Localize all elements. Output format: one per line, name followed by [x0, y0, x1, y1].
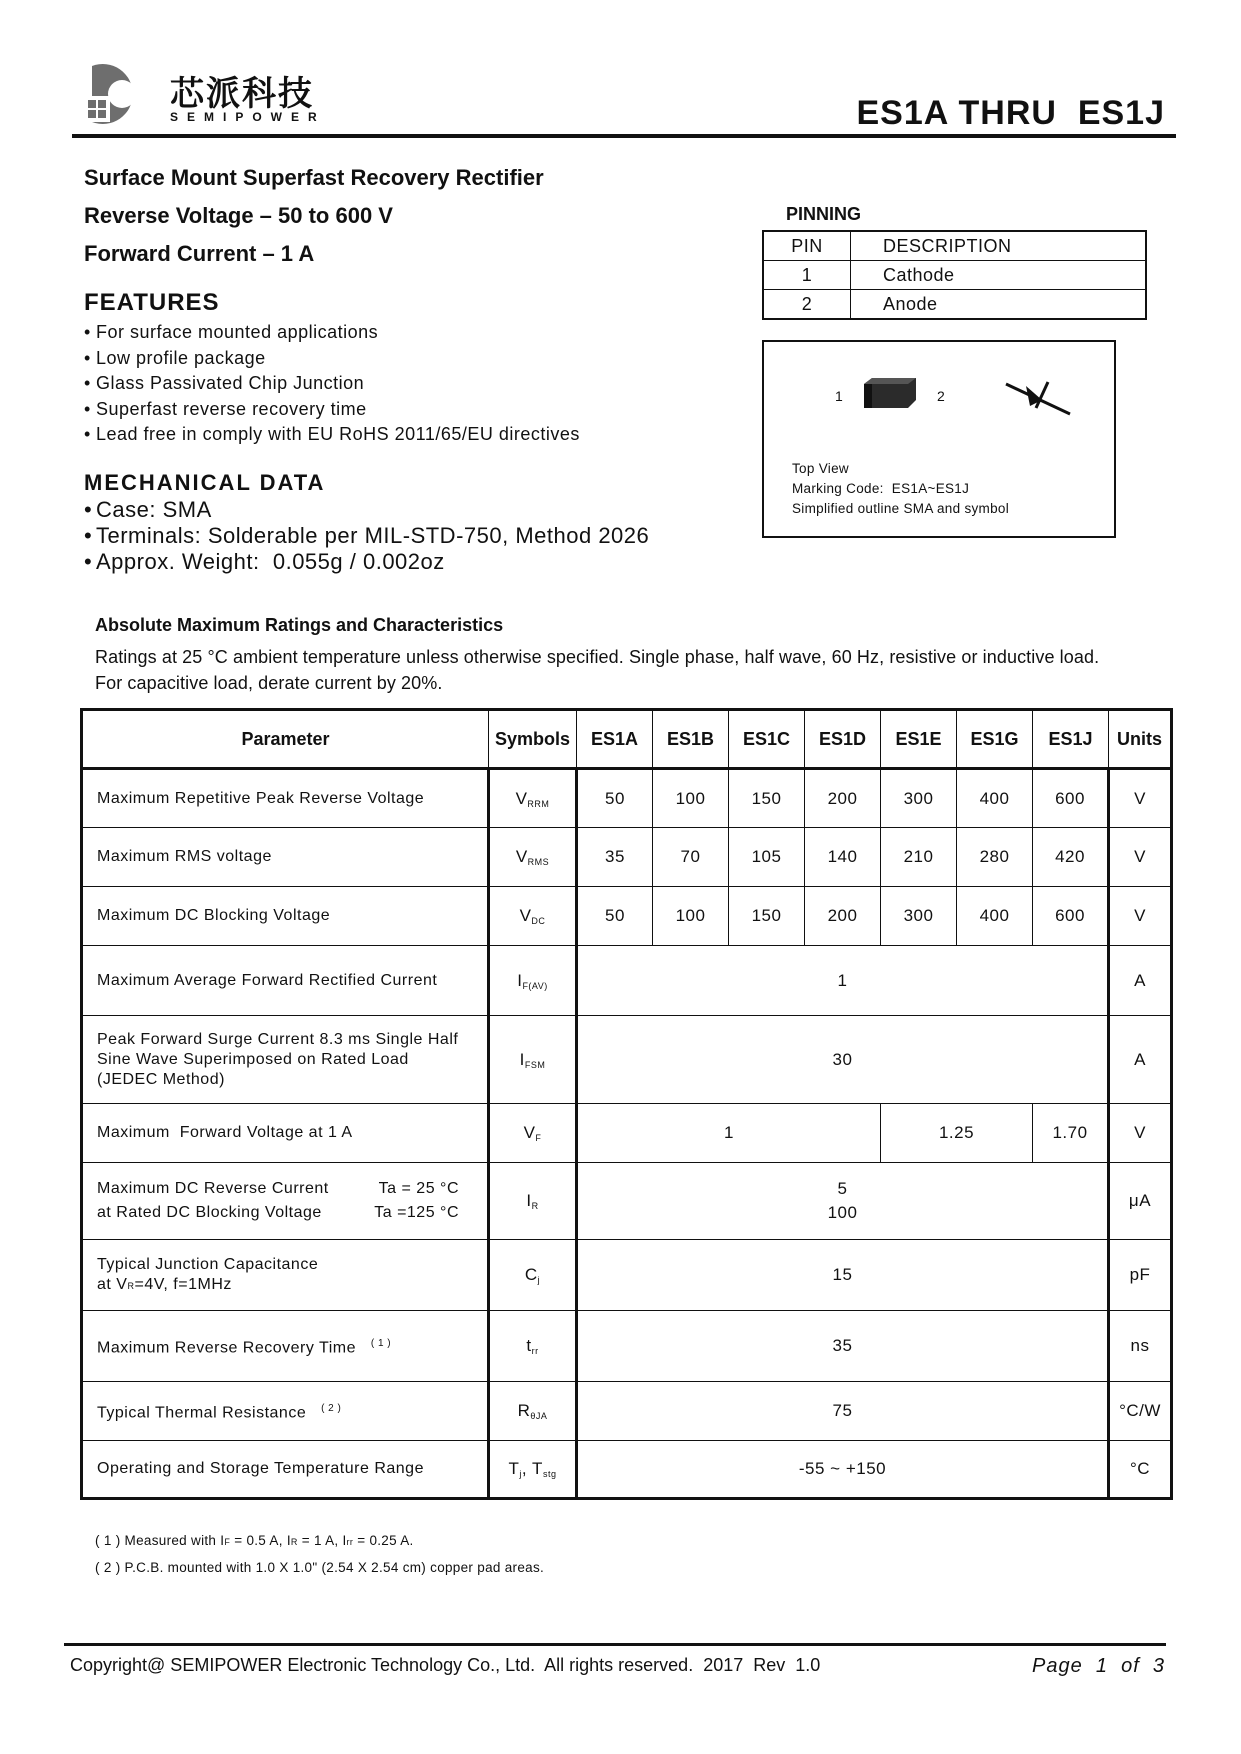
- list-item: • Approx. Weight: 0.055g / 0.002oz: [84, 549, 445, 574]
- device-header: ES1C: [729, 710, 805, 769]
- parameter-cell: Typical Thermal Resistance $^{( 2 )}$: [82, 1382, 489, 1441]
- value-cell: 400: [957, 887, 1033, 946]
- value-cell: 420: [1033, 828, 1109, 887]
- page-number: Page 1 of 3: [1032, 1655, 1165, 1677]
- brand-name-chinese: 芯派科技: [170, 75, 314, 113]
- symbol-cell: $t_{rr}$: [489, 1311, 577, 1382]
- parameter-cell: Typical Junction Capacitance at VR=4V, f=1MHz: [82, 1240, 489, 1311]
- ratings-conditions-line: Ratings at 25 °C ambient temperature unless otherwise specified. Single phase, half wave, 60 Hz, resistive or inductive load.: [95, 647, 1100, 667]
- symbol-cell: $V_F$: [489, 1104, 577, 1163]
- table-row: [82, 1382, 1172, 1441]
- symbol-cell: $V_{DC}$: [489, 887, 577, 946]
- list-item: • Superfast reverse recovery time: [84, 398, 367, 419]
- table-row: [82, 887, 1172, 946]
- table-row: [82, 769, 1172, 828]
- value-cell: 100: [653, 887, 729, 946]
- value-cell: 70: [653, 828, 729, 887]
- symbol-cell: $V_{RRM}$: [489, 769, 577, 828]
- parameter-header: Parameter: [82, 710, 489, 769]
- parameter-cell: Operating and Storage Temperature Range: [82, 1441, 489, 1499]
- footnote-1: ( 1 ) Measured with IF = 0.5 A, IR = 1 A, Irr = 0.25 A.: [95, 1533, 414, 1548]
- footnotes: [95, 1528, 544, 1580]
- table-row: [82, 1163, 1172, 1240]
- pin-header: PIN: [763, 231, 851, 261]
- table-row: [82, 1104, 1172, 1163]
- document-title: ES1A THRU ES1J: [856, 94, 1165, 132]
- ratings-table: [80, 708, 1173, 1500]
- table-row: [82, 1441, 1172, 1499]
- symbol-cell: $I_{F(AV)}$: [489, 946, 577, 1016]
- pin-description: Cathode: [851, 261, 1147, 290]
- unit-cell: V: [1109, 828, 1172, 887]
- table-row: [763, 261, 1146, 290]
- parameter-cell: Maximum DC Reverse Current Ta = 25 °C at Rated DC Blocking Voltage Ta =125 °C: [82, 1163, 489, 1240]
- note-line: Simplified outline SMA and symbol: [792, 501, 1010, 516]
- value-cell: 210: [881, 828, 957, 887]
- mechanical-data-title: MECHANICAL DATA: [84, 470, 326, 495]
- symbol-cell: $T_j$, $T_{stg}$: [489, 1441, 577, 1499]
- value-cell: 1: [577, 1104, 881, 1163]
- table-header-row: [763, 231, 1146, 261]
- value-cell: 600: [1033, 769, 1109, 828]
- package-pin-label: 2: [937, 388, 945, 404]
- unit-cell: °C/W: [1109, 1382, 1172, 1441]
- device-header: ES1A: [577, 710, 653, 769]
- value-cell: 15: [577, 1240, 1109, 1311]
- value-cell: 1.70: [1033, 1104, 1109, 1163]
- value-cell: 1.25: [881, 1104, 1033, 1163]
- units-header: Units: [1109, 710, 1172, 769]
- forward-current-headline: Forward Current – 1 A: [84, 241, 315, 266]
- list-item: • For surface mounted applications: [84, 322, 379, 342]
- value-cell: 280: [957, 828, 1033, 887]
- value-cell: 100: [653, 769, 729, 828]
- table-row: [82, 1240, 1172, 1311]
- value-cell: 5 100: [577, 1163, 1109, 1240]
- value-cell: -55 ~ +150: [577, 1441, 1109, 1499]
- parameter-cell: Maximum Forward Voltage at 1 A: [82, 1104, 489, 1163]
- value-cell: 150: [729, 769, 805, 828]
- pin-number: 1: [763, 261, 851, 290]
- table-row: [82, 946, 1172, 1016]
- footer-divider: [64, 1643, 1166, 1646]
- table-row: [763, 290, 1146, 320]
- description-header: DESCRIPTION: [851, 231, 1147, 261]
- device-header: ES1E: [881, 710, 957, 769]
- symbol-cell: $C_j$: [489, 1240, 577, 1311]
- device-header: ES1G: [957, 710, 1033, 769]
- symbol-cell: $I_{FSM}$: [489, 1016, 577, 1104]
- value-cell: 35: [577, 1311, 1109, 1382]
- parameter-cell: Maximum Average Forward Rectified Current: [82, 946, 489, 1016]
- unit-cell: V: [1109, 887, 1172, 946]
- features-title: FEATURES: [84, 289, 220, 316]
- ratings-conditions: [95, 644, 1099, 696]
- footnote-2: ( 2 ) P.C.B. mounted with 1.0 X 1.0" (2.54 X 2.54 cm) copper pad areas.: [95, 1560, 545, 1575]
- device-header: ES1J: [1033, 710, 1109, 769]
- brand-name-english: SEMIPOWER: [170, 110, 326, 124]
- note-line: Top View: [792, 461, 849, 476]
- parameter-cell: Maximum Reverse Recovery Time $^{( 1 )}$: [82, 1311, 489, 1382]
- value-cell: 75: [577, 1382, 1109, 1441]
- reverse-voltage-headline: Reverse Voltage – 50 to 600 V: [84, 203, 393, 228]
- unit-cell: V: [1109, 1104, 1172, 1163]
- parameter-cell: Maximum RMS voltage: [82, 828, 489, 887]
- table-row: [82, 828, 1172, 887]
- value-cell: 1: [577, 946, 1109, 1016]
- value-cell: 400: [957, 769, 1033, 828]
- note-line: Marking Code: ES1A~ES1J: [792, 481, 970, 496]
- unit-cell: A: [1109, 946, 1172, 1016]
- pinning-title: PINNING: [786, 204, 862, 224]
- list-item: • Terminals: Solderable per MIL-STD-750, Method 2026: [84, 523, 650, 548]
- ratings-title: Absolute Maximum Ratings and Characteristics: [95, 615, 504, 635]
- pin-number: 2: [763, 290, 851, 320]
- symbol-cell: $I_R$: [489, 1163, 577, 1240]
- value-cell: 150: [729, 887, 805, 946]
- pin-description: Anode: [851, 290, 1147, 320]
- product-headline: Surface Mount Superfast Recovery Rectifier: [84, 165, 544, 190]
- value-cell: 140: [805, 828, 881, 887]
- parameter-cell: Peak Forward Surge Current 8.3 ms Single Half Sine Wave Superimposed on Rated Load (JEDEC Method): [82, 1016, 489, 1104]
- list-item: • Lead free in comply with EU RoHS 2011/65/EU directives: [84, 424, 580, 444]
- value-cell: 35: [577, 828, 653, 887]
- diode-symbol-icon: [1002, 378, 1074, 418]
- unit-cell: V: [1109, 769, 1172, 828]
- unit-cell: ns: [1109, 1311, 1172, 1382]
- unit-cell: pF: [1109, 1240, 1172, 1311]
- device-header: ES1D: [805, 710, 881, 769]
- table-row: [82, 1016, 1172, 1104]
- value-cell: 200: [805, 887, 881, 946]
- unit-cell: °C: [1109, 1441, 1172, 1499]
- unit-cell: A: [1109, 1016, 1172, 1104]
- parameter-cell: Maximum Repetitive Peak Reverse Voltage: [82, 769, 489, 828]
- value-cell: 200: [805, 769, 881, 828]
- table-row: [82, 1311, 1172, 1382]
- header-divider: [72, 134, 1176, 138]
- table-header-row: [82, 710, 1172, 769]
- value-cell: 300: [881, 769, 957, 828]
- list-item: • Low profile package: [84, 347, 266, 368]
- value-cell: 600: [1033, 887, 1109, 946]
- value-cell: 30: [577, 1016, 1109, 1104]
- value-cell: 50: [577, 769, 653, 828]
- list-item: • Glass Passivated Chip Junction: [84, 373, 365, 393]
- value-cell: 50: [577, 887, 653, 946]
- pinning-table: [762, 230, 1147, 320]
- ratings-conditions-line: For capacitive load, derate current by 20%.: [95, 673, 443, 693]
- value-cell: 300: [881, 887, 957, 946]
- symbol-cell: $V_{RMS}$: [489, 828, 577, 887]
- mechanical-data-list: [84, 497, 649, 575]
- symbol-cell: $R_{\theta JA}$: [489, 1382, 577, 1441]
- features-list: [84, 320, 580, 448]
- value-cell: 105: [729, 828, 805, 887]
- package-pin-label: 1: [835, 388, 843, 404]
- package-outline-note: [792, 459, 1009, 519]
- sma-package-icon: [860, 374, 920, 412]
- device-header: ES1B: [653, 710, 729, 769]
- parameter-cell: Maximum DC Blocking Voltage: [82, 887, 489, 946]
- list-item: • Case: SMA: [84, 497, 212, 522]
- symbols-header: Symbols: [489, 710, 577, 769]
- company-logo: [84, 56, 154, 130]
- unit-cell: μA: [1109, 1163, 1172, 1240]
- footer-copyright: Copyright@ SEMIPOWER Electronic Technology Co., Ltd. All rights reserved. 2017 Rev 1.0: [70, 1655, 821, 1675]
